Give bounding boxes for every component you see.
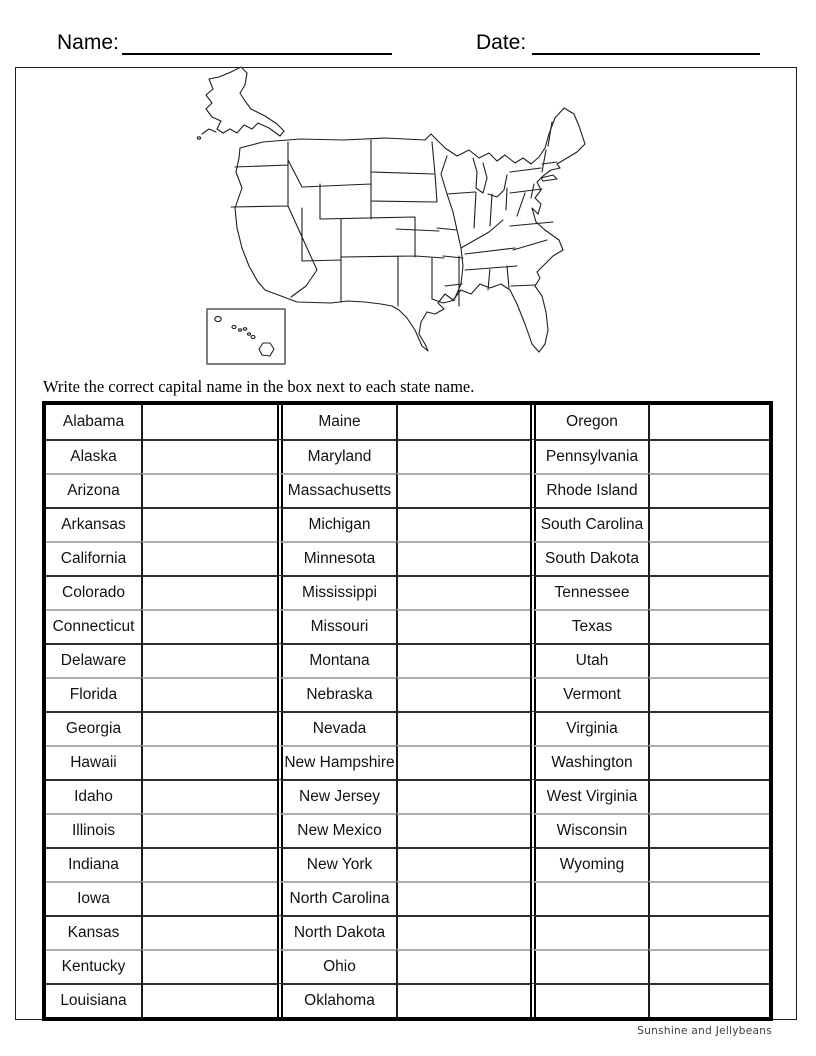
state-cell: Nebraska [277, 677, 396, 711]
answer-cell[interactable] [648, 677, 769, 711]
state-cell: Georgia [46, 711, 141, 745]
us-map [185, 60, 600, 368]
date-label: Date: [476, 31, 527, 54]
aleutian-islet [197, 137, 200, 139]
answer-cell[interactable] [141, 575, 277, 609]
answer-cell[interactable] [396, 949, 530, 983]
answer-cell[interactable] [396, 473, 530, 507]
state-cell: South Dakota [530, 541, 648, 575]
capitals-table [42, 401, 773, 1021]
state-cell: Wyoming [530, 847, 648, 881]
state-cell: Oklahoma [277, 983, 396, 1017]
answer-cell[interactable] [648, 915, 769, 949]
state-cell: Vermont [530, 677, 648, 711]
answer-cell[interactable] [396, 745, 530, 779]
state-cell: Delaware [46, 643, 141, 677]
state-cell: North Carolina [277, 881, 396, 915]
state-cell: Pennsylvania [530, 439, 648, 473]
aleutian-islands [202, 129, 216, 134]
state-cell: Montana [277, 643, 396, 677]
answer-cell[interactable] [141, 949, 277, 983]
state-cell: New York [277, 847, 396, 881]
answer-cell[interactable] [396, 575, 530, 609]
state-cell: Texas [530, 609, 648, 643]
state-cell [530, 881, 648, 915]
state-cell [530, 915, 648, 949]
answer-cell[interactable] [141, 405, 277, 439]
state-cell: Massachusetts [277, 473, 396, 507]
state-cell: Connecticut [46, 609, 141, 643]
answer-cell[interactable] [396, 439, 530, 473]
state-cell: Kentucky [46, 949, 141, 983]
answer-cell[interactable] [141, 643, 277, 677]
answer-cell[interactable] [141, 473, 277, 507]
answer-cell[interactable] [141, 507, 277, 541]
answer-cell[interactable] [648, 609, 769, 643]
name-blank-line[interactable] [122, 53, 392, 55]
state-cell: Oregon [530, 405, 648, 439]
state-cell: Tennessee [530, 575, 648, 609]
state-cell: Illinois [46, 813, 141, 847]
answer-cell[interactable] [396, 915, 530, 949]
alaska-outline [206, 67, 284, 136]
hawaii-islands [215, 316, 274, 356]
answer-cell[interactable] [141, 711, 277, 745]
answer-cell[interactable] [396, 643, 530, 677]
answer-cell[interactable] [141, 847, 277, 881]
hawaii-inset-box [207, 309, 285, 364]
answer-cell[interactable] [396, 541, 530, 575]
answer-cell[interactable] [396, 779, 530, 813]
answer-cell[interactable] [648, 847, 769, 881]
answer-cell[interactable] [648, 643, 769, 677]
state-cell [530, 949, 648, 983]
state-cell: Mississippi [277, 575, 396, 609]
answer-cell[interactable] [648, 405, 769, 439]
state-cell: Rhode Island [530, 473, 648, 507]
answer-cell[interactable] [648, 541, 769, 575]
answer-cell[interactable] [396, 405, 530, 439]
state-cell: Minnesota [277, 541, 396, 575]
answer-cell[interactable] [648, 711, 769, 745]
answer-cell[interactable] [648, 745, 769, 779]
answer-cell[interactable] [396, 881, 530, 915]
answer-cell[interactable] [141, 779, 277, 813]
answer-cell[interactable] [141, 881, 277, 915]
answer-cell[interactable] [141, 915, 277, 949]
answer-cell[interactable] [648, 949, 769, 983]
answer-cell[interactable] [141, 439, 277, 473]
state-cell: Alabama [62, 413, 125, 430]
state-cell: Arizona [46, 473, 141, 507]
state-cell: West Virginia [530, 779, 648, 813]
answer-cell[interactable] [396, 711, 530, 745]
answer-cell[interactable] [141, 983, 277, 1017]
state-cell: Washington [530, 745, 648, 779]
state-cell: Louisiana [46, 983, 141, 1017]
answer-cell[interactable] [648, 813, 769, 847]
answer-cell[interactable] [396, 813, 530, 847]
state-cell [530, 983, 648, 1017]
instruction-text: Write the correct capital name in the box next to each state name. [43, 377, 475, 396]
answer-cell[interactable] [648, 881, 769, 915]
state-cell: Nevada [277, 711, 396, 745]
state-cell: New Hampshire [277, 745, 396, 779]
answer-cell[interactable] [396, 983, 530, 1017]
answer-cell[interactable] [648, 779, 769, 813]
state-cell: Iowa [46, 881, 141, 915]
name-label: Name: [57, 31, 119, 54]
state-cell: North Dakota [277, 915, 396, 949]
answer-cell[interactable] [141, 609, 277, 643]
answer-cell[interactable] [396, 507, 530, 541]
answer-cell[interactable] [396, 609, 530, 643]
answer-cell[interactable] [648, 439, 769, 473]
state-cell: Indiana [46, 847, 141, 881]
answer-cell[interactable] [141, 541, 277, 575]
state-cell: Ohio [277, 949, 396, 983]
credit-text: Sunshine and Jellybeans [637, 1025, 772, 1037]
answer-cell[interactable] [141, 745, 277, 779]
state-cell: South Carolina [530, 507, 648, 541]
answer-cell[interactable] [648, 473, 769, 507]
answer-cell[interactable] [648, 983, 769, 1017]
state-cell: Florida [46, 677, 141, 711]
date-blank-line[interactable] [532, 53, 760, 55]
state-cell: New Jersey [277, 779, 396, 813]
state-cell: Colorado [46, 575, 141, 609]
state-cell: Idaho [46, 779, 141, 813]
state-cell: Maine [277, 405, 396, 439]
answer-cell[interactable] [396, 677, 530, 711]
state-cell: Utah [530, 643, 648, 677]
answer-cell[interactable] [141, 677, 277, 711]
state-cell: Arkansas [46, 507, 141, 541]
answer-cell[interactable] [648, 575, 769, 609]
answer-cell[interactable] [141, 813, 277, 847]
state-cell: Maryland [277, 439, 396, 473]
state-cell: Virginia [530, 711, 648, 745]
state-cell: New Mexico [277, 813, 396, 847]
state-cell: Kansas [46, 915, 141, 949]
state-cell: Missouri [277, 609, 396, 643]
answer-cell[interactable] [648, 507, 769, 541]
state-cell: Wisconsin [530, 813, 648, 847]
answer-cell[interactable] [396, 847, 530, 881]
state-cell: California [46, 541, 141, 575]
state-cell: Michigan [277, 507, 396, 541]
state-cell: Alaska [46, 439, 141, 473]
state-cell: Hawaii [46, 745, 141, 779]
